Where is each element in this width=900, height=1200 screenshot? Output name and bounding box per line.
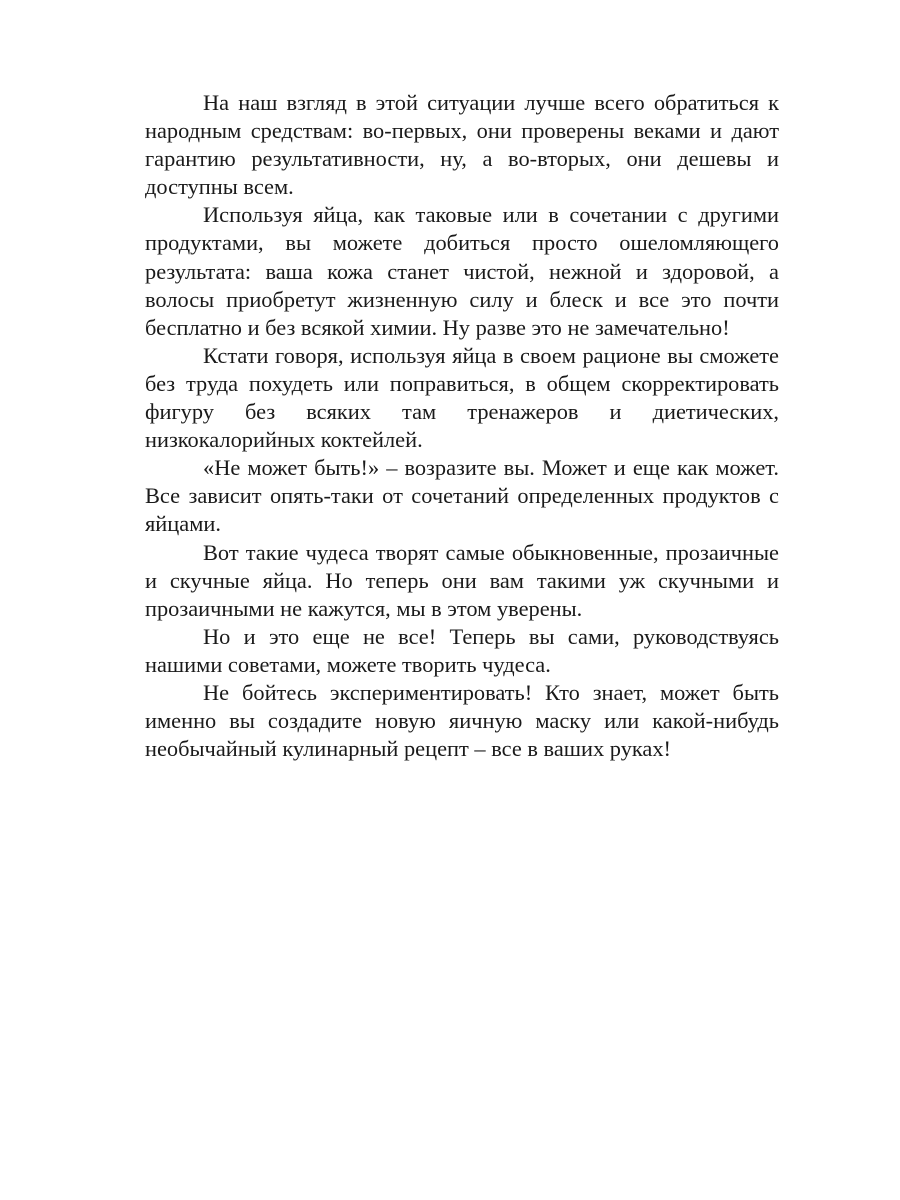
paragraph: На наш взгляд в этой ситуации лучше всего обратиться к народным средствам: во-первых, они проверены веками и дают гарантию результативности, ну, а во-вторых, они дешевы и доступны всем. bbox=[145, 90, 779, 200]
paragraph: Кстати говоря, используя яйца в своем рационе вы сможете без труда похудеть или поправиться, в общем скорректировать фигуру без всяких там тренажеров и диетических, низкокалорийных коктейлей. bbox=[145, 342, 779, 453]
paragraph: Не бойтесь экспериментировать! Кто знает, может быть именно вы создадите новую яичную маску или какой-нибудь необычайный кулинарный рецепт – все в ваших руках! bbox=[145, 679, 779, 762]
paragraph: Вот такие чудеса творят самые обыкновенные, прозаичные и скучные яйца. Но теперь они вам такими уж скучными и прозаичными не кажутся, мы в этом уверены. bbox=[145, 539, 779, 621]
paragraph: Но и это еще не все! Теперь вы сами, руководствуясь нашими советами, можете творить чудеса. bbox=[145, 623, 779, 677]
paragraph: Используя яйца, как таковые или в сочетании с другими продуктами, вы можете добиться просто ошеломляющего результата: ваша кожа станет чистой, нежной и здоровой, а волосы приобретут жизненную силу и блеск и все это почти бесплатно и без всякой химии. Ну разве это не замечательно! bbox=[145, 202, 779, 340]
body-text bbox=[145, 89, 779, 763]
paragraph: «Не может быть!» – возразите вы. Может и еще как может. Все зависит опять-таки от сочетаний определенных продуктов с яйцами. bbox=[145, 455, 779, 537]
